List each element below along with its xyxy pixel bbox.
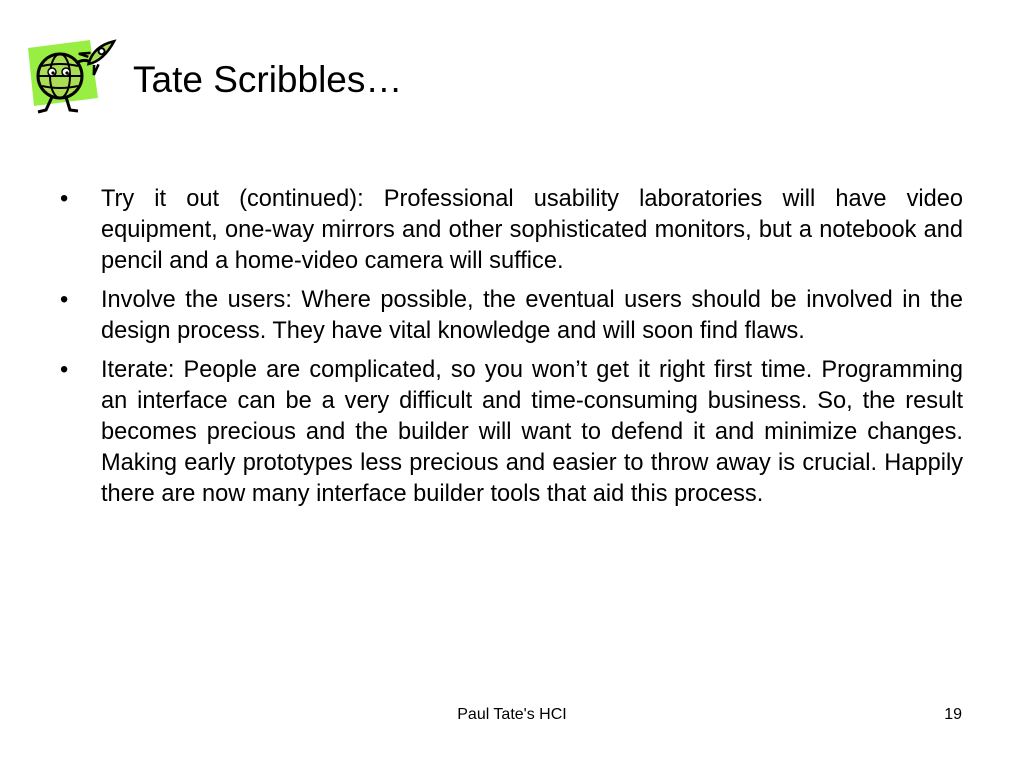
bullet-text: Try it out (continued): Professional usability laboratories will have video equipment, one-way mirrors and other sophisticated monitors, but a notebook and pencil and a home-video camera will suffice. (101, 186, 963, 274)
footer-text: Paul Tate's HCI (457, 706, 567, 723)
slide-title: Tate Scribbles… (133, 59, 403, 100)
bullet-marker: • (60, 357, 69, 383)
bullet-marker: • (60, 287, 69, 313)
page-number: 19 (944, 706, 962, 723)
bullet-item (60, 355, 963, 510)
bullet-item (60, 285, 963, 347)
globe-rocket-mascot-icon (20, 28, 132, 116)
bullet-marker: • (60, 186, 69, 212)
bullet-text: Iterate: People are complicated, so you won’t get it right first time. Programming an interface can be a very difficult and time-consuming business. So, the result becomes precious and the builder will want to defend it and minimize changes. Making early prototypes less precious and easier to throw away is crucial. Happily there are now many interface builder tools that aid this process. (101, 357, 963, 507)
bullet-list (60, 184, 963, 518)
bullet-text: Involve the users: Where possible, the eventual users should be involved in the design process. They have vital knowledge and will soon find flaws. (101, 287, 963, 344)
bullet-item (60, 184, 963, 277)
